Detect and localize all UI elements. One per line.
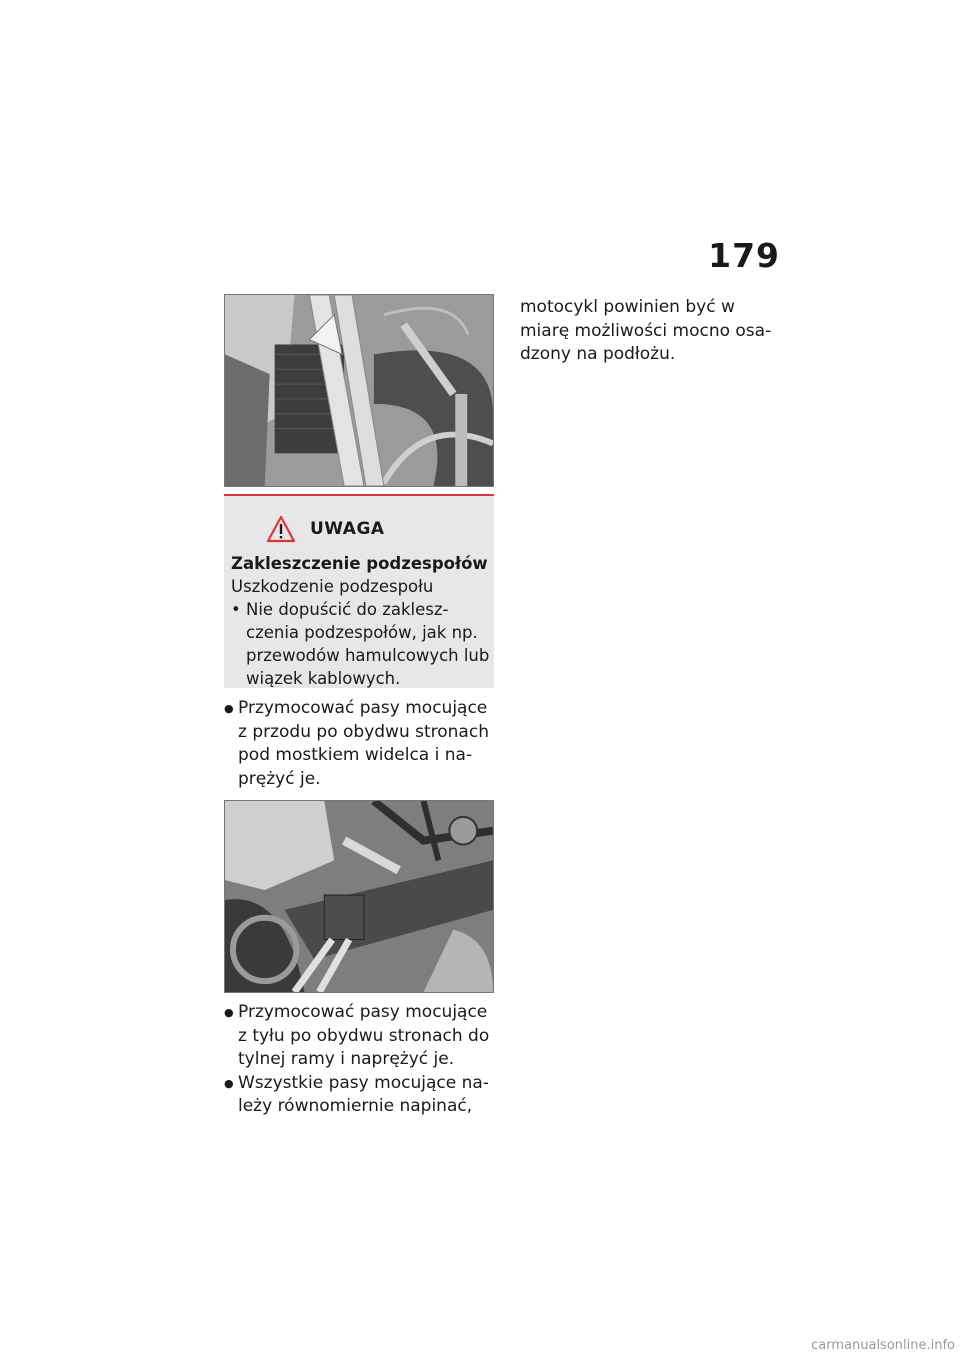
step-item: ● Przymocować pasy mocujące z przodu po obydwu stronach pod mostkiem widelca i naprężyć je. xyxy=(224,697,494,791)
step-item: ● Wszystkie pasy mocujące należy równomiernie napinać, xyxy=(224,1072,494,1119)
warning-box xyxy=(224,494,494,688)
front-strap-photo xyxy=(224,294,494,487)
warning-body xyxy=(231,552,491,690)
warning-header xyxy=(266,512,385,546)
continued-text xyxy=(520,296,782,367)
step-item: ● Przymocować pasy mocujące z tyłu po obydwu stronach do tylnej ramy i naprężyć je. xyxy=(224,1001,494,1072)
steps-front xyxy=(224,697,494,791)
warning-consequence: Uszkodzenie podzespołu xyxy=(231,577,434,596)
watermark: carmanualsonline.info xyxy=(811,1338,955,1353)
warning-measure-item: • Nie dopuścić do zakleszczenia podzespołów, jak np. przewodów hamulcowych lub wiązek kablowych. xyxy=(231,598,491,690)
warning-measures xyxy=(231,598,491,690)
warning-hazard: Zakleszczenie podzespołów xyxy=(231,554,488,573)
rear-strap-photo xyxy=(224,800,494,993)
rear-strap-illustration xyxy=(225,801,493,992)
warning-title: UWAGA xyxy=(310,519,385,539)
page-number: 179 xyxy=(708,236,780,275)
continued-paragraph: motocykl powinien być w miarę możliwości mocno osadzony na podłożu. xyxy=(520,297,772,364)
warning-triangle-icon xyxy=(266,515,296,543)
steps-rear xyxy=(224,1001,494,1119)
front-strap-illustration xyxy=(225,295,493,486)
